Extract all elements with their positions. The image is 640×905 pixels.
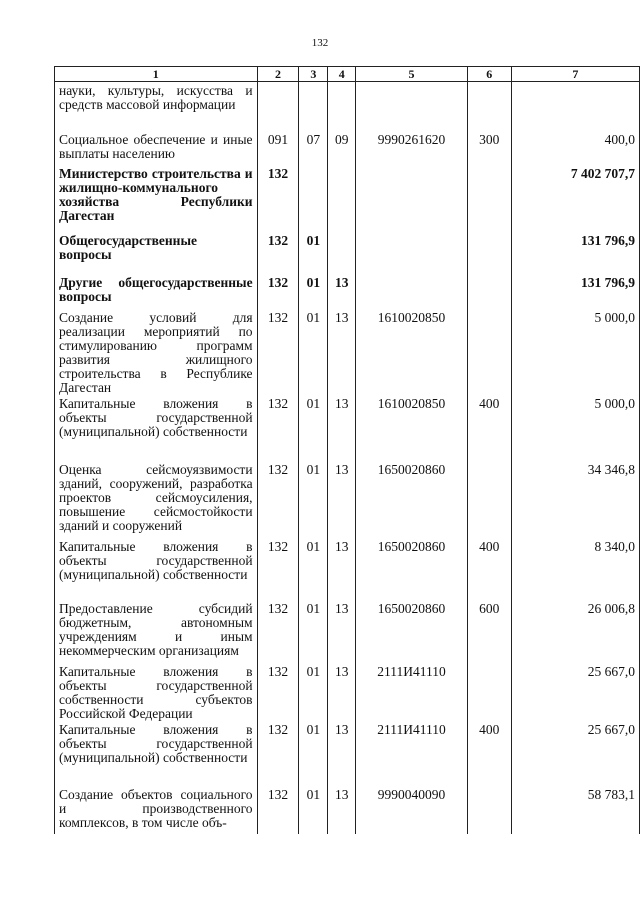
cell-section: 01 (299, 309, 328, 395)
cell-section: 01 (299, 461, 328, 538)
cell-ministry-code: 132 (257, 786, 299, 834)
table-row (55, 309, 640, 395)
cell-target-article (356, 232, 468, 274)
header-col-5: 5 (356, 67, 468, 82)
budget-table (54, 66, 640, 834)
cell-amount: 131 796,9 (511, 274, 639, 309)
cell-description: Капитальные вложения в объекты государственной (муниципальной) собственности (55, 395, 258, 461)
cell-ministry-code: 132 (257, 538, 299, 600)
cell-description: науки, культуры, искусства и средств массовой информации (55, 82, 258, 131)
cell-expense-type: 400 (467, 721, 511, 786)
cell-amount: 58 783,1 (511, 786, 639, 834)
cell-amount: 131 796,9 (511, 232, 639, 274)
cell-target-article (356, 165, 468, 232)
cell-ministry-code: 132 (257, 165, 299, 232)
cell-section: 01 (299, 721, 328, 786)
table-row (55, 165, 640, 232)
cell-expense-type (467, 309, 511, 395)
cell-description: Оценка сейсмоуязвимости зданий, сооружений, разработка проектов сейсмоусиления, повышение сейсмостойкости зданий и сооружений (55, 461, 258, 538)
cell-description: Предоставление субсидий бюджетным, автономным учреждениям и иным некоммерческим организациям (55, 600, 258, 663)
table-row (55, 461, 640, 538)
cell-expense-type (467, 786, 511, 834)
table-row (55, 721, 640, 786)
cell-subsection: 13 (328, 663, 356, 721)
cell-target-article: 1650020860 (356, 461, 468, 538)
header-col-3: 3 (299, 67, 328, 82)
cell-target-article: 1610020850 (356, 395, 468, 461)
cell-expense-type: 600 (467, 600, 511, 663)
cell-section: 01 (299, 663, 328, 721)
table-row (55, 663, 640, 721)
cell-subsection (328, 82, 356, 131)
cell-ministry-code: 132 (257, 600, 299, 663)
cell-subsection (328, 165, 356, 232)
cell-expense-type: 400 (467, 395, 511, 461)
cell-section: 07 (299, 131, 328, 165)
cell-subsection (328, 232, 356, 274)
header-col-7: 7 (511, 67, 639, 82)
cell-target-article (356, 274, 468, 309)
cell-target-article: 9990261620 (356, 131, 468, 165)
table-row (55, 274, 640, 309)
cell-ministry-code: 132 (257, 274, 299, 309)
cell-amount: 400,0 (511, 131, 639, 165)
cell-expense-type (467, 274, 511, 309)
header-row (55, 67, 640, 82)
header-col-2: 2 (257, 67, 299, 82)
table-row (55, 395, 640, 461)
cell-section: 01 (299, 395, 328, 461)
cell-target-article (356, 82, 468, 131)
cell-ministry-code: 132 (257, 663, 299, 721)
cell-amount: 34 346,8 (511, 461, 639, 538)
cell-section: 01 (299, 274, 328, 309)
cell-description: Создание условий для реализации мероприятий по стимулированию программ развития жилищного строительства в Республике Дагестан (55, 309, 258, 395)
cell-section (299, 82, 328, 131)
cell-description: Другие общегосударственные вопросы (55, 274, 258, 309)
cell-subsection: 13 (328, 274, 356, 309)
table-row (55, 786, 640, 834)
cell-ministry-code: 132 (257, 461, 299, 538)
cell-description: Капитальные вложения в объекты государственной (муниципальной) собственности (55, 721, 258, 786)
cell-ministry-code: 132 (257, 395, 299, 461)
cell-expense-type: 400 (467, 538, 511, 600)
cell-subsection: 13 (328, 538, 356, 600)
cell-subsection: 13 (328, 461, 356, 538)
cell-description: Капитальные вложения в объекты государственной (муниципальной) собственности (55, 538, 258, 600)
cell-ministry-code: 132 (257, 232, 299, 274)
cell-expense-type (467, 82, 511, 131)
cell-ministry-code: 132 (257, 309, 299, 395)
cell-amount: 26 006,8 (511, 600, 639, 663)
cell-subsection: 13 (328, 395, 356, 461)
table-row (55, 538, 640, 600)
cell-target-article: 9990040090 (356, 786, 468, 834)
table-row (55, 600, 640, 663)
cell-amount: 25 667,0 (511, 721, 639, 786)
cell-description: Создание объектов социального и производственного комплексов, в том числе объ- (55, 786, 258, 834)
cell-target-article: 2111И41110 (356, 663, 468, 721)
cell-expense-type: 300 (467, 131, 511, 165)
cell-expense-type (467, 165, 511, 232)
header-col-4: 4 (328, 67, 356, 82)
cell-description: Министерство строительства и жилищно-коммунального хозяйства Республики Дагестан (55, 165, 258, 232)
cell-description: Капитальные вложения в объекты государственной собственности субъектов Российской Федерации (55, 663, 258, 721)
header-col-1: 1 (55, 67, 258, 82)
cell-target-article: 2111И41110 (356, 721, 468, 786)
cell-description: Общегосударственные вопросы (55, 232, 258, 274)
cell-subsection: 13 (328, 786, 356, 834)
cell-section: 01 (299, 232, 328, 274)
cell-amount: 25 667,0 (511, 663, 639, 721)
cell-amount: 5 000,0 (511, 309, 639, 395)
cell-target-article: 1650020860 (356, 538, 468, 600)
cell-expense-type (467, 232, 511, 274)
cell-section (299, 165, 328, 232)
cell-ministry-code: 132 (257, 721, 299, 786)
cell-amount (511, 82, 639, 131)
cell-section: 01 (299, 600, 328, 663)
cell-subsection: 13 (328, 721, 356, 786)
cell-target-article: 1610020850 (356, 309, 468, 395)
cell-expense-type (467, 663, 511, 721)
cell-amount: 8 340,0 (511, 538, 639, 600)
header-col-6: 6 (467, 67, 511, 82)
cell-expense-type (467, 461, 511, 538)
cell-target-article: 1650020860 (356, 600, 468, 663)
cell-description: Социальное обеспечение и иные выплаты населению (55, 131, 258, 165)
cell-ministry-code: 091 (257, 131, 299, 165)
cell-subsection: 13 (328, 309, 356, 395)
table-row (55, 131, 640, 165)
cell-amount: 7 402 707,7 (511, 165, 639, 232)
cell-section: 01 (299, 538, 328, 600)
table-row (55, 82, 640, 131)
cell-subsection: 13 (328, 600, 356, 663)
cell-amount: 5 000,0 (511, 395, 639, 461)
cell-subsection: 09 (328, 131, 356, 165)
cell-ministry-code (257, 82, 299, 131)
page-number: 132 (311, 37, 329, 49)
table-row (55, 232, 640, 274)
cell-section: 01 (299, 786, 328, 834)
